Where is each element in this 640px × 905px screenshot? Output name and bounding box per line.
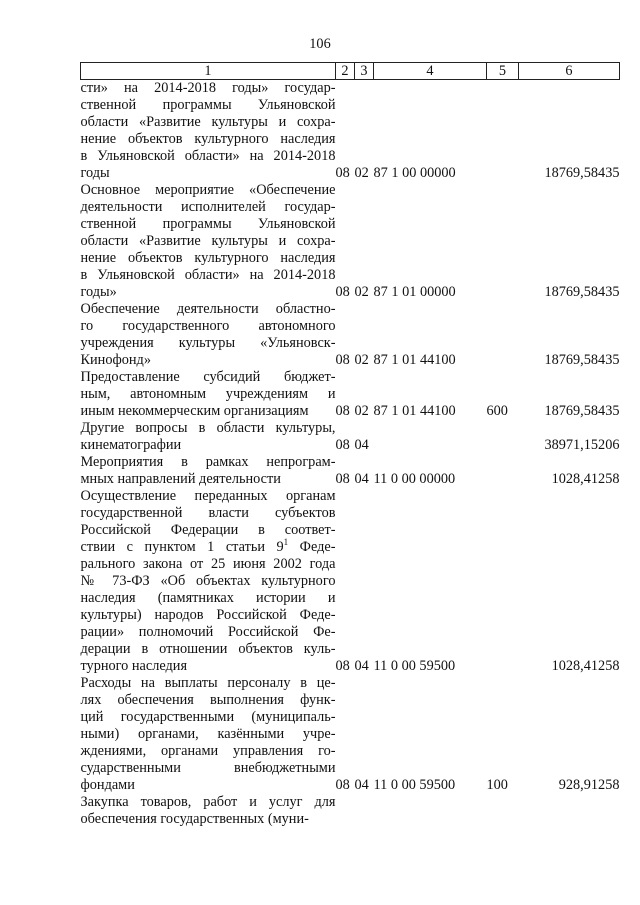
table-row — [81, 454, 620, 488]
row-name-text: области «Развитие культуры и сохра- — [80, 233, 336, 249]
row-name-text: годы» — [80, 284, 117, 300]
row-name-line — [81, 471, 336, 488]
superscript: 1 — [283, 537, 289, 547]
row-name-line — [81, 165, 336, 182]
row-name-text: обеспечения государственных (муни- — [80, 811, 309, 827]
section-code: 08 — [335, 471, 350, 487]
section-code: 08 — [335, 777, 350, 793]
section-code: 08 — [335, 437, 350, 453]
target-article-code: 87 1 01 44100 — [373, 403, 456, 419]
section-code: 08 — [335, 165, 350, 181]
row-name-line — [81, 454, 336, 471]
table-row — [81, 182, 620, 301]
amount — [519, 794, 620, 828]
amount: 18769,58435 — [544, 403, 620, 419]
row-name-text: Другие вопросы в области культуры, — [80, 420, 336, 436]
header-col-expense-type: 5 — [487, 63, 519, 80]
section-code: 08 — [335, 284, 350, 300]
row-name-line — [81, 505, 336, 522]
row-name-line — [81, 539, 336, 556]
header-col-amount: 6 — [519, 63, 620, 80]
row-name — [81, 80, 336, 183]
header-col-target-article: 4 — [374, 63, 487, 80]
row-name — [81, 420, 336, 454]
row-name-text: ствии с пунктом 1 статьи 9 — [80, 539, 284, 555]
row-name-text: Осуществление переданных органам — [80, 488, 336, 504]
row-name-line — [81, 301, 336, 318]
subsection-code — [355, 794, 374, 828]
expense-type-code — [487, 301, 519, 369]
subsection-code: 04 — [354, 471, 369, 487]
row-name-text: культуры) народов Российской Феде- — [80, 607, 336, 623]
row-name-line — [81, 743, 336, 760]
row-name-text: го государственного автономного — [80, 318, 336, 334]
target-article-code: 11 0 00 59500 — [373, 777, 456, 793]
row-name-line — [81, 114, 336, 131]
table-row — [81, 488, 620, 675]
row-name-line — [81, 607, 336, 624]
row-name — [81, 301, 336, 369]
section-code: 08 — [335, 658, 350, 674]
row-name-text: нение объектов культурного наследия — [80, 131, 336, 147]
row-name-line — [81, 420, 336, 437]
row-name-line — [81, 437, 336, 454]
row-name — [81, 182, 336, 301]
row-name-line — [81, 811, 336, 828]
row-name-text: мных направлений деятельности — [80, 471, 281, 487]
subsection-code: 02 — [354, 403, 369, 419]
row-name-text: ждениями, органами управления го- — [80, 743, 336, 759]
row-name-line — [81, 318, 336, 335]
page-number: 106 — [309, 36, 331, 52]
row-name-text: Основное мероприятие «Обеспечение — [80, 182, 336, 198]
table-row — [81, 80, 620, 183]
row-name-text: рального закона от 25 июня 2002 года — [80, 556, 336, 572]
row-name-line — [81, 573, 336, 590]
row-name-text: Обеспечение деятельности областно- — [80, 301, 336, 317]
row-name-line — [81, 131, 336, 148]
row-name-line — [81, 284, 336, 301]
row-name-line — [81, 675, 336, 692]
row-name-text: наследия (памятниках истории и — [80, 590, 336, 606]
row-name-text: ций государственными (муниципаль- — [80, 709, 336, 725]
row-name — [81, 675, 336, 794]
amount: 928,91258 — [558, 777, 620, 793]
amount: 18769,58435 — [544, 284, 620, 300]
row-name-text: ным, автономным учреждениям и — [80, 386, 336, 402]
expense-type-code — [487, 794, 519, 828]
expense-type-code: 100 — [486, 777, 508, 793]
amount: 1028,41258 — [551, 471, 620, 487]
row-name-text: Феде- — [288, 539, 336, 555]
row-name — [81, 794, 336, 828]
row-name-line — [81, 760, 336, 777]
table-row — [81, 369, 620, 420]
row-name — [81, 369, 336, 420]
row-name-text: турного наследия — [80, 658, 188, 674]
section-code: 08 — [335, 352, 350, 368]
row-name-line — [81, 658, 336, 675]
row-name-text: рации» полномочий Российской Фе- — [80, 624, 336, 640]
target-article-code: 87 1 01 00000 — [373, 284, 456, 300]
row-name-text: области «Развитие культуры и сохра- — [80, 114, 336, 130]
row-name-line — [81, 352, 336, 369]
row-name-text: государственной власти субъектов — [80, 505, 336, 521]
amount: 1028,41258 — [551, 658, 620, 674]
row-name-line — [81, 386, 336, 403]
row-name-text: ственной программы Ульяновской — [80, 97, 336, 113]
row-name-text: учреждения культуры «Ульяновск- — [80, 335, 336, 351]
row-name — [81, 454, 336, 488]
expense-type-code — [487, 488, 519, 675]
target-article-code — [374, 794, 487, 828]
row-name-text: Российской Федерации в соответ- — [80, 522, 336, 538]
subsection-code: 04 — [354, 437, 369, 453]
subsection-code: 04 — [354, 777, 369, 793]
target-article-code: 11 0 00 59500 — [373, 658, 456, 674]
row-name-line — [81, 369, 336, 386]
row-name-line — [81, 692, 336, 709]
row-name-text: ными) органами, казёнными учре- — [80, 726, 336, 742]
row-name-line — [81, 726, 336, 743]
budget-table — [80, 62, 620, 828]
table-row — [81, 301, 620, 369]
target-article-code: 11 0 00 00000 — [373, 471, 456, 487]
subsection-code: 02 — [354, 284, 369, 300]
subsection-code: 02 — [354, 352, 369, 368]
section-code — [336, 794, 355, 828]
row-name-line — [81, 199, 336, 216]
subsection-code: 04 — [354, 658, 369, 674]
row-name-line — [81, 522, 336, 539]
row-name-text: фондами — [80, 777, 135, 793]
target-article-code: 87 1 00 00000 — [373, 165, 456, 181]
expense-type-code: 600 — [486, 403, 508, 419]
amount: 38971,15206 — [544, 437, 620, 453]
header-col-name: 1 — [81, 63, 336, 80]
header-row — [81, 63, 620, 80]
row-name-line — [81, 97, 336, 114]
row-name-text: деятельности исполнителей государ- — [80, 199, 336, 215]
header-col-section: 2 — [336, 63, 355, 80]
table-row — [81, 794, 620, 828]
expense-type-code — [487, 420, 519, 454]
row-name-line — [81, 182, 336, 199]
row-name-text: Кинофонд» — [80, 352, 151, 368]
row-name-text: лях обеспечения выполнения функ- — [80, 692, 336, 708]
row-name-line — [81, 624, 336, 641]
row-name-text: в Ульяновской области» на 2014-2018 — [80, 267, 336, 283]
row-name-text: нение объектов культурного наследия — [80, 250, 336, 266]
target-article-code — [374, 420, 487, 454]
row-name-line — [81, 709, 336, 726]
section-code: 08 — [335, 403, 350, 419]
row-name-line — [81, 556, 336, 573]
row-name-text: Предоставление субсидий бюджет- — [80, 369, 336, 385]
expense-type-code — [487, 182, 519, 301]
row-name-text: в Ульяновской области» на 2014-2018 — [80, 148, 336, 164]
row-name-text: Мероприятия в рамках непрограм- — [80, 454, 336, 470]
row-name-line — [81, 590, 336, 607]
target-article-code: 87 1 01 44100 — [373, 352, 456, 368]
amount: 18769,58435 — [544, 165, 620, 181]
row-name-text: кинематографии — [80, 437, 182, 453]
expense-type-code — [487, 454, 519, 488]
amount: 18769,58435 — [544, 352, 620, 368]
row-name-line — [81, 80, 336, 97]
row-name-line — [81, 488, 336, 505]
row-name-text: дерации в отношении объектов куль- — [80, 641, 336, 657]
table-row — [81, 420, 620, 454]
row-name-text: сти» на 2014-2018 годы» государ- — [80, 80, 336, 96]
row-name-text: Расходы на выплаты персоналу в це- — [80, 675, 336, 691]
table-row — [81, 675, 620, 794]
row-name-line — [81, 250, 336, 267]
row-name-line — [81, 148, 336, 165]
row-name-line — [81, 216, 336, 233]
row-name-line — [81, 641, 336, 658]
row-name-line — [81, 233, 336, 250]
row-name-text: сударственными внебюджетными — [80, 760, 336, 776]
row-name-line — [81, 267, 336, 284]
row-name-text: ственной программы Ульяновской — [80, 216, 336, 232]
expense-type-code — [487, 80, 519, 183]
header-col-subsection: 3 — [355, 63, 374, 80]
row-name-line — [81, 335, 336, 352]
row-name-line — [81, 777, 336, 794]
row-name-line — [81, 403, 336, 420]
row-name-text: иным некоммерческим организациям — [80, 403, 309, 419]
row-name-line — [81, 794, 336, 811]
subsection-code: 02 — [354, 165, 369, 181]
row-name — [81, 488, 336, 675]
row-name-text: № 73-ФЗ «Об объектах культурного — [80, 573, 336, 589]
row-name-text: годы — [80, 165, 110, 181]
row-name-text: Закупка товаров, работ и услуг для — [80, 794, 336, 810]
